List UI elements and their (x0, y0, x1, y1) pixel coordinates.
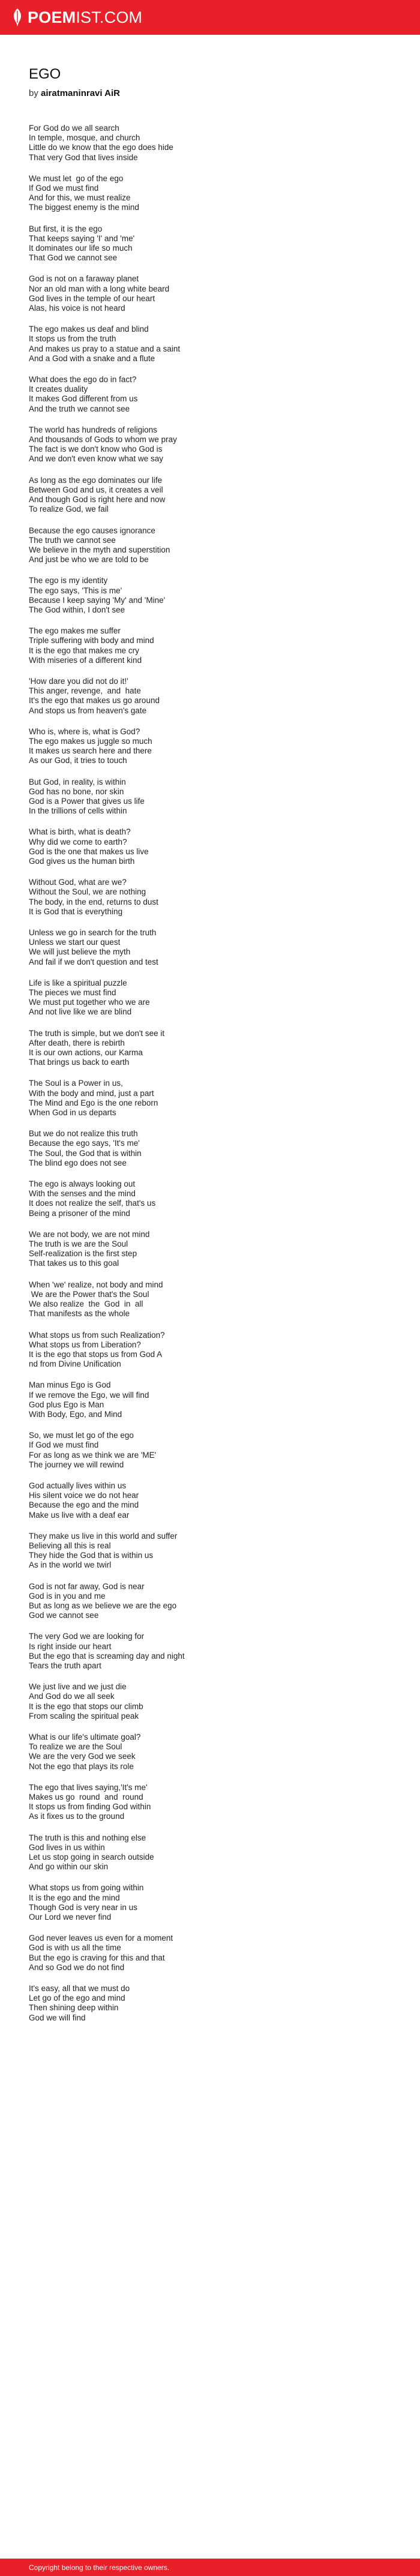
poem-stanza (29, 1079, 401, 1118)
poem-line: After death, there is rebirth (29, 1038, 125, 1047)
poem-line: Believing all this is real (29, 1541, 111, 1550)
poem-line: Being a prisoner of the mind (29, 1208, 130, 1218)
poem-line: And a God with a snake and a flute (29, 353, 155, 363)
poem-line: Not the ego that plays its role (29, 1761, 134, 1771)
logo-text-light: IST.COM (76, 8, 143, 26)
poem-line: That keeps saying 'I' and 'me' (29, 233, 135, 243)
poem-line: God lives in us within (29, 1842, 105, 1852)
poem-stanza (29, 1733, 401, 1772)
poem-content (29, 66, 401, 2034)
poem-line: It makes us search here and there (29, 746, 152, 756)
poem-line: With the senses and the mind (29, 1189, 136, 1199)
poem-line: His silent voice we do not hear (29, 1491, 139, 1500)
poem-stanza (29, 1431, 401, 1470)
poem-line: The truth is this and nothing else (29, 1833, 146, 1842)
poem-line: The Soul is a Power in us, (29, 1079, 123, 1088)
poem-line: The ego that lives saying,'It's me' (29, 1782, 148, 1792)
poem-line: Because the ego says, 'It's me' (29, 1139, 140, 1148)
poem-line: In temple, mosque, and church (29, 133, 140, 143)
poem-stanza (29, 476, 401, 515)
poem-line: And makes us pray to a statue and a saint (29, 344, 181, 353)
poem-line: We are the very God we seek (29, 1752, 136, 1761)
poem-line: And go within our skin (29, 1862, 109, 1872)
poem-line: It is the ego that stops us from God A (29, 1349, 163, 1359)
poem-line: The ego is always looking out (29, 1179, 136, 1189)
poem-stanza (29, 325, 401, 364)
poem-stanza (29, 1481, 401, 1520)
poem-stanza (29, 1380, 401, 1419)
poem-line: The ego makes us deaf and blind (29, 325, 149, 334)
poem-line: But first, it is the ego (29, 224, 103, 233)
poem-stanza (29, 827, 401, 866)
quill-pen-icon (12, 8, 23, 26)
poem-stanza (29, 526, 401, 565)
poem-stanza (29, 1331, 401, 1370)
poem-line: Because the ego causes ignorance (29, 526, 155, 535)
poem-line: What is birth, what is death? (29, 827, 131, 837)
poem-line: What is our life's ultimate goal? (29, 1733, 141, 1742)
poem-line: And the truth we cannot see (29, 404, 130, 413)
poem-title: EGO (29, 66, 61, 82)
poem-line: Because I keep saying 'My' and 'Mine' (29, 595, 166, 605)
poem-line: God we will find (29, 2013, 86, 2022)
poem-stanza (29, 1029, 401, 1068)
poem-line: Makes us go round and round (29, 1793, 143, 1802)
poem-line: It makes God different from us (29, 394, 138, 404)
poem-stanza (29, 1532, 401, 1571)
poem-line: What does the ego do in fact? (29, 375, 137, 385)
poem-line: God has no bone, nor skin (29, 786, 124, 796)
poem-line: Unless we start our quest (29, 938, 121, 947)
poem-stanza (29, 1129, 401, 1168)
poem-line: God actually lives within us (29, 1481, 127, 1490)
poem-line: It stops us from the truth (29, 334, 116, 344)
poem-line: They make us live in this world and suffer (29, 1531, 178, 1541)
poem-line: Unless we go in search for the truth (29, 928, 157, 937)
poem-line: It is God that is everything (29, 906, 123, 916)
poem-line: But we do not realize this truth (29, 1129, 138, 1139)
poem-line: The truth is we are the Soul (29, 1239, 128, 1249)
poem-line: The world has hundreds of religions (29, 425, 157, 434)
poem-line: And stops us from heaven's gate (29, 705, 147, 715)
poem-body (29, 124, 401, 2023)
poem-stanza (29, 1984, 401, 2023)
poem-line: And fail if we don't question and test (29, 957, 158, 966)
poem-line: God never leaves us even for a moment (29, 1933, 173, 1943)
poem-line: It's the ego that makes us go around (29, 696, 160, 705)
poem-line: The God within, I don't see (29, 605, 125, 614)
poem-line: The truth we cannot see (29, 535, 116, 545)
poem-line: God we cannot see (29, 1611, 99, 1620)
poem-line: It's easy, all that we must do (29, 1984, 130, 1993)
poem-line: God is with us all the time (29, 1943, 121, 1953)
poem-line: For as long as we think we are 'ME' (29, 1450, 157, 1460)
poem-line: God is a Power that gives us life (29, 796, 145, 806)
poem-line: We are not body, we are not mind (29, 1229, 150, 1239)
poem-stanza (29, 1833, 401, 1872)
byline-prefix: by (29, 88, 38, 98)
poem-line: We will just believe the myth (29, 947, 131, 957)
poem-line: But as long as we believe we are the ego (29, 1601, 177, 1610)
poem-stanza (29, 1682, 401, 1721)
poem-line: They hide the God that is within us (29, 1551, 154, 1560)
poem-stanza (29, 727, 401, 766)
poem-line: The very God we are looking for (29, 1632, 145, 1641)
poem-line: The ego makes me suffer (29, 626, 121, 636)
poem-stanza (29, 1280, 401, 1319)
poem-line: What stops us from going within (29, 1883, 144, 1893)
poem-line: The Mind and Ego is the one reborn (29, 1098, 158, 1107)
poem-line: With the body and mind, just a part (29, 1088, 154, 1098)
poem-line: Life is like a spiritual puzzle (29, 978, 127, 987)
poem-line: It is the ego that makes me cry (29, 645, 139, 655)
poem-line: It creates duality (29, 385, 88, 394)
poem-line: Make us live with a deaf ear (29, 1510, 130, 1520)
poem-line: God plus Ego is Man (29, 1400, 104, 1409)
poem-stanza (29, 677, 401, 716)
site-header (0, 0, 420, 35)
poem-line: We also realize the God in all (29, 1299, 143, 1309)
poem-line: Between God and us, it creates a veil (29, 485, 163, 494)
poem-stanza (29, 1179, 401, 1218)
poem-line: The Soul, the God that is within (29, 1148, 142, 1158)
poem-line: God gives us the human birth (29, 856, 135, 866)
poem-line: It does not realize the self, that's us (29, 1199, 156, 1208)
poem-line: We must put together who we are (29, 998, 150, 1007)
poem-stanza (29, 777, 401, 816)
poem-line: God is not on a faraway planet (29, 274, 139, 284)
poem-line: Without the Soul, we are nothing (29, 887, 146, 897)
poem-line: That God we cannot see (29, 253, 118, 263)
poem-line: nd from Divine Unification (29, 1359, 121, 1369)
poem-line: The fact is we don't know who God is (29, 445, 163, 454)
poem-stanza (29, 274, 401, 313)
poem-line: The body, in the end, returns to dust (29, 897, 158, 906)
poem-line: And just be who we are told to be (29, 555, 149, 565)
poem-line: We are the Power that's the Soul (29, 1289, 149, 1299)
poem-line: We just live and we just die (29, 1682, 127, 1692)
poem-line: It is the ego that stops our climb (29, 1701, 143, 1711)
poem-line: Let go of the ego and mind (29, 1993, 125, 2003)
poem-line: To realize God, we fail (29, 505, 109, 514)
poem-stanza (29, 425, 401, 464)
poem-line: When God in us departs (29, 1108, 116, 1118)
poem-line: As it fixes us to the ground (29, 1812, 125, 1821)
poem-line: What stops us from such Realization? (29, 1330, 165, 1340)
poem-line: To realize we are the Soul (29, 1742, 122, 1752)
poem-line: Alas, his voice is not heard (29, 304, 125, 313)
poem-line: The blind ego does not see (29, 1158, 127, 1167)
poem-line: So, we must let go of the ego (29, 1431, 134, 1440)
poem-line: And we don't even know what we say (29, 454, 163, 464)
poem-line: God is the one that makes us live (29, 846, 149, 856)
poem-line: Triple suffering with body and mind (29, 636, 154, 645)
poem-line: This anger, revenge, and hate (29, 686, 141, 696)
poem-line: Let us stop going in search outside (29, 1853, 154, 1862)
poem-line: That takes us to this goal (29, 1259, 119, 1268)
poem-line: And so God we do not find (29, 1962, 125, 1972)
poem-line: Nor an old man with a long white beard (29, 284, 170, 293)
poem-stanza (29, 626, 401, 665)
poem-line: God is not far away, God is near (29, 1581, 145, 1591)
poem-line: Is right inside our heart (29, 1641, 112, 1651)
copyright-text: Copyright belong to their respective owners. (29, 2563, 170, 2572)
poem-line: With Body, Ego, and Mind (29, 1409, 122, 1419)
poem-line: The biggest enemy is the mind (29, 203, 139, 212)
poem-line: It is the ego and the mind (29, 1893, 120, 1902)
poem-line: We must let go of the ego (29, 173, 124, 183)
poem-stanza (29, 124, 401, 163)
poem-stanza (29, 174, 401, 213)
poem-line: The ego is my identity (29, 576, 108, 586)
poem-line: Then shining deep within (29, 2003, 119, 2013)
poem-line: And thousands of Gods to whom we pray (29, 435, 177, 445)
poem-stanza (29, 928, 401, 967)
author-link[interactable]: airatmaninravi AiR (41, 88, 121, 98)
poem-line: If God we must find (29, 184, 99, 193)
poem-stanza (29, 1582, 401, 1621)
poem-line: In the trillions of cells within (29, 806, 127, 816)
poem-stanza (29, 1933, 401, 1972)
poem-line: But the ego that is screaming day and night (29, 1651, 185, 1661)
poem-line: And God do we all seek (29, 1692, 115, 1701)
poem-line: But the ego is craving for this and that (29, 1953, 165, 1962)
poem-line: Our Lord we never find (29, 1913, 112, 1922)
poem-stanza (29, 878, 401, 917)
poem-line: It is our own actions, our Karma (29, 1048, 143, 1058)
poem-line: For God do we all search (29, 124, 119, 133)
poem-line: As our God, it tries to touch (29, 756, 127, 765)
poem-line: That very God that lives inside (29, 152, 138, 162)
poem-line: And not live like we are blind (29, 1007, 132, 1017)
poem-line: It stops us from finding God within (29, 1802, 151, 1812)
poem-line: With miseries of a different kind (29, 655, 142, 665)
poem-line: Self-realization is the first step (29, 1249, 137, 1259)
poem-byline (29, 88, 401, 100)
poem-line: The journey we will rewind (29, 1460, 124, 1469)
poem-line: The ego makes us juggle so much (29, 736, 152, 746)
poem-stanza (29, 224, 401, 263)
poem-line: If we remove the Ego, we will find (29, 1390, 149, 1400)
poem-line: Without God, what are we? (29, 878, 127, 887)
poem-line: If God we must find (29, 1440, 99, 1450)
poem-line: God is in you and me (29, 1591, 106, 1601)
poem-line: And though God is right here and now (29, 495, 166, 505)
poem-line: Little do we know that the ego does hide (29, 143, 173, 152)
poem-line: That manifests as the whole (29, 1309, 130, 1319)
poem-line: From scaling the spiritual peak (29, 1711, 139, 1721)
site-footer (0, 2559, 420, 2576)
poem-line: Because the ego and the mind (29, 1500, 139, 1510)
poem-stanza (29, 1230, 401, 1269)
poem-line: When 'we' realize, not body and mind (29, 1280, 163, 1289)
poem-line: We believe in the myth and superstition (29, 545, 170, 554)
poem-line: The ego says, 'This is me' (29, 586, 122, 595)
poem-line: What stops us from Liberation? (29, 1340, 141, 1349)
poem-line: Man minus Ego is God (29, 1380, 111, 1390)
poem-line: 'How dare you did not do it!' (29, 676, 128, 686)
poem-line: Why did we come to earth? (29, 837, 127, 846)
poem-line: And for this, we must realize (29, 193, 131, 203)
poem-stanza (29, 1632, 401, 1671)
logo-text-bold: POEM (28, 8, 76, 26)
poem-stanza (29, 1883, 401, 1922)
poem-stanza (29, 375, 401, 414)
poem-line: As in the world we twirl (29, 1560, 112, 1570)
poem-line: Though God is very near in us (29, 1902, 137, 1912)
poem-line: The truth is simple, but we don't see it (29, 1028, 165, 1038)
poem-line: Who is, where is, what is God? (29, 726, 140, 736)
poem-line: It dominates our life so much (29, 244, 133, 253)
poem-line: That brings us back to earth (29, 1058, 130, 1067)
poem-line: Tears the truth apart (29, 1661, 101, 1670)
poem-line: The pieces we must find (29, 988, 116, 998)
poem-line: But God, in reality, is within (29, 777, 126, 786)
poem-line: God lives in the temple of our heart (29, 293, 155, 303)
poem-stanza (29, 978, 401, 1017)
poem-line: As long as the ego dominates our life (29, 475, 163, 485)
poem-stanza (29, 1783, 401, 1822)
site-logo-link[interactable] (12, 8, 142, 27)
poem-stanza (29, 576, 401, 615)
